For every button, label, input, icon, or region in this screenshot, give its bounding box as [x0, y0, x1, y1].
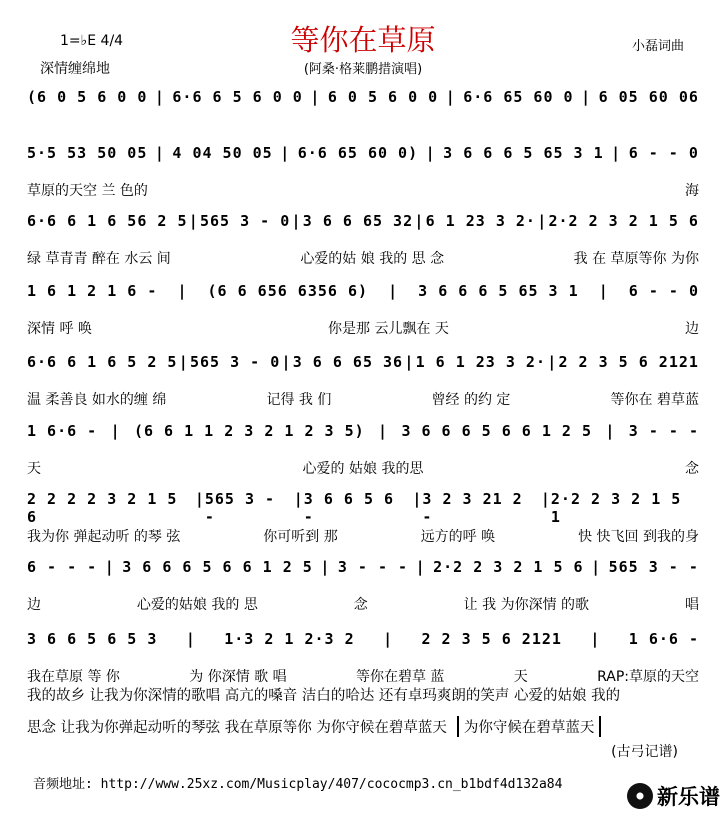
- measure: 6 1 23 3 2·: [425, 212, 536, 230]
- barline: |: [591, 558, 602, 576]
- lyric-phrase: 你是那 云儿飘在 天: [328, 321, 449, 337]
- rap-line-2-ending: 为你守候在碧草蓝天: [457, 716, 602, 737]
- notes-row: [27, 88, 699, 106]
- song-subtitle: (阿桑·格莱鹏措演唱): [303, 62, 423, 77]
- lyrics-row: [27, 666, 699, 686]
- measure: 3 6 6 6 5 6 6 1 2 5: [122, 558, 313, 576]
- measure: 3 6 6 5 6 5 3: [27, 630, 158, 648]
- transcriber-credit: (古弓记谱): [611, 744, 678, 760]
- measure: 1 6 1 23 3 2·: [415, 353, 546, 371]
- notes-row: [27, 282, 699, 300]
- lyric-phrase: 边: [685, 321, 699, 337]
- lyric-phrase: 记得 我 们: [266, 392, 332, 408]
- site-logo: [627, 781, 720, 811]
- measure: 3 6 6 5 6 -: [303, 490, 395, 526]
- rap-line-2: [27, 716, 703, 737]
- author-credit: 小磊词曲: [631, 39, 684, 54]
- barline: |: [320, 558, 331, 576]
- lyric-phrase: 远方的呼 唤: [420, 529, 496, 545]
- lyric-phrase: RAP:草原的天空: [597, 669, 699, 685]
- measure: 5·5 53 50 05: [27, 144, 148, 162]
- measure: 2 2 3 5 6 2121: [421, 630, 562, 648]
- measure: 3 6 6 6 5 65 3 1: [443, 144, 604, 162]
- barline: |: [280, 144, 291, 162]
- measure: 2·2 2 3 2 1 5 1: [550, 490, 682, 526]
- song-title: 等你在草原: [290, 23, 436, 57]
- measure: 1 6 1 2 1 6 -: [27, 282, 158, 300]
- measure: (6 6 1 1 2 3 2 1 2 3 5): [133, 422, 365, 440]
- notes-row: [27, 490, 699, 526]
- measure: 3 6 6 65 32: [302, 212, 414, 230]
- measure: 6·6 6 1 6 56 2 5: [27, 212, 188, 230]
- measure: 2 2 3 5 6 2121: [558, 353, 699, 371]
- barline: |: [547, 353, 558, 371]
- measure: 3 2 3 21 2 -: [422, 490, 523, 526]
- barline: |: [310, 88, 321, 106]
- measure: 3 - - -: [628, 422, 699, 440]
- lyric-phrase: 草原的天空 兰 色的: [27, 183, 148, 199]
- lyric-phrase: 深情 呼 唤: [27, 321, 92, 337]
- lyrics-row: [27, 526, 699, 546]
- measure: 3 - - -: [337, 558, 409, 576]
- lyric-phrase: 心爱的姑 娘 我的 思 念: [300, 251, 445, 267]
- measure: 565 3 - 0: [189, 353, 281, 371]
- barline: |: [404, 353, 415, 371]
- measure: 1 6·6 -: [27, 422, 98, 440]
- barline: |: [598, 282, 609, 300]
- barline: |: [185, 630, 196, 648]
- lyrics-row: [27, 594, 699, 614]
- measure: 1 6·6 -: [628, 630, 699, 648]
- measure: 3 6 6 6 5 6 6 1 2 5: [401, 422, 593, 440]
- barline: |: [383, 630, 394, 648]
- lyrics-row: [27, 389, 699, 409]
- lyric-phrase: 天: [513, 669, 528, 685]
- barline: |: [154, 88, 165, 106]
- lyric-phrase: 让 我 为你深情 的歌: [463, 597, 590, 613]
- barline: |: [537, 212, 548, 230]
- lyric-phrase: 曾经 的约 定: [431, 392, 511, 408]
- barline: |: [194, 490, 205, 508]
- site-logo-text: 新乐谱: [657, 785, 720, 809]
- barline: |: [110, 422, 121, 440]
- barline: |: [281, 353, 292, 371]
- measure: 2·2 2 3 2 1 5 6: [548, 212, 699, 230]
- barline: |: [293, 490, 304, 508]
- measure: 6·6 65 60 0): [297, 144, 419, 162]
- measure: 6 05 60 06: [598, 88, 699, 106]
- barline: |: [415, 558, 426, 576]
- measure: 2·2 2 3 2 1 5 6: [433, 558, 584, 576]
- tempo-marking: 深情缠绵地: [40, 61, 110, 77]
- lyrics-row: [27, 318, 699, 338]
- lyric-phrase: 唱: [684, 597, 699, 613]
- measure: 6 0 5 6 0 0: [327, 88, 439, 106]
- notes-row: [27, 212, 699, 230]
- barline: |: [291, 212, 302, 230]
- measure: 6 - - -: [27, 558, 98, 576]
- lyric-phrase: 海: [685, 183, 699, 199]
- barline: |: [378, 422, 389, 440]
- measure: 2 2 2 2 3 2 1 5 6: [27, 490, 178, 526]
- measure: 1·3 2 1 2·3 2: [224, 630, 355, 648]
- barline: |: [445, 88, 456, 106]
- measure: 565 3 - -: [608, 558, 699, 576]
- barline: |: [412, 490, 423, 508]
- barline: |: [154, 144, 165, 162]
- lyric-phrase: 温 柔善良 如水的缠 绵: [27, 392, 167, 408]
- barline: |: [590, 630, 601, 648]
- lyrics-row: [27, 180, 699, 200]
- audio-link[interactable]: 音频地址: http://www.25xz.com/Musicplay/407/cococmp3.cn_b1bdf4d132a84: [33, 777, 563, 792]
- lyric-phrase: 快 快飞回 到我的身: [578, 529, 699, 545]
- notes-row: [27, 422, 699, 440]
- measure: 6·6 6 5 6 0 0: [172, 88, 303, 106]
- barline: |: [581, 88, 592, 106]
- measure: 6 - - 0: [628, 144, 699, 162]
- notes-row: [27, 353, 699, 371]
- lyrics-row: [27, 458, 699, 478]
- lyric-phrase: 我在草原 等 你: [27, 669, 120, 685]
- rap-line-1: 我的故乡 让我为你深情的歌唱 高亢的嗓音 洁白的哈达 还有卓玛爽朗的笑声 心爱的姑娘 我的: [27, 688, 621, 704]
- barline: |: [188, 212, 199, 230]
- barline: |: [605, 422, 616, 440]
- barline: |: [540, 490, 551, 508]
- notes-row: [27, 630, 699, 648]
- barline: |: [611, 144, 622, 162]
- lyric-phrase: 念: [353, 597, 368, 613]
- notes-row: [27, 558, 699, 576]
- notes-row: [27, 144, 699, 162]
- barline: |: [104, 558, 115, 576]
- measure: (6 0 5 6 0 0: [27, 88, 148, 106]
- lyric-phrase: 边: [27, 597, 41, 613]
- lyric-phrase: 为 你深情 歌 唱: [189, 669, 287, 685]
- measure: 6·6 65 60 0: [463, 88, 574, 106]
- lyrics-row: [27, 248, 699, 268]
- measure: 565 3 - -: [204, 490, 276, 526]
- lyric-phrase: 我 在 草原等你 为你: [573, 251, 699, 267]
- lyric-phrase: 念: [685, 461, 699, 477]
- measure: 6·6 6 1 6 5 2 5: [27, 353, 178, 371]
- measure: 6 - - 0: [628, 282, 699, 300]
- rap-line-2-main: 思念 让我为你弹起动听的琴弦 我在草原等你 为你守候在碧草蓝天: [27, 720, 447, 736]
- measure: 3 6 6 6 5 65 3 1: [418, 282, 579, 300]
- measure: 565 3 - 0: [200, 212, 291, 230]
- lyric-phrase: 你可听到 那: [263, 529, 338, 545]
- barline: |: [414, 212, 425, 230]
- measure: 4 04 50 05: [172, 144, 273, 162]
- barline: |: [388, 282, 399, 300]
- measure: 3 6 6 65 36: [292, 353, 404, 371]
- lyric-phrase: 绿 草青青 醉在 水云 间: [27, 251, 171, 267]
- barline: |: [177, 282, 188, 300]
- lyric-phrase: 天: [27, 461, 41, 477]
- lyric-phrase: 等你在碧草 蓝: [355, 669, 445, 685]
- barline: |: [178, 353, 189, 371]
- lyric-phrase: 等你在 碧草蓝: [610, 392, 699, 408]
- vinyl-disc-icon: [627, 783, 653, 809]
- lyric-phrase: 我为你 弹起动听 的琴 弦: [27, 529, 181, 545]
- measure: (6 6 656 6356 6): [207, 282, 369, 300]
- barline: |: [425, 144, 436, 162]
- key-signature: 1=♭E 4/4: [60, 33, 124, 49]
- lyric-phrase: 心爱的姑娘 我的 思: [136, 597, 258, 613]
- lyric-phrase: 心爱的 姑娘 我的思: [302, 461, 424, 477]
